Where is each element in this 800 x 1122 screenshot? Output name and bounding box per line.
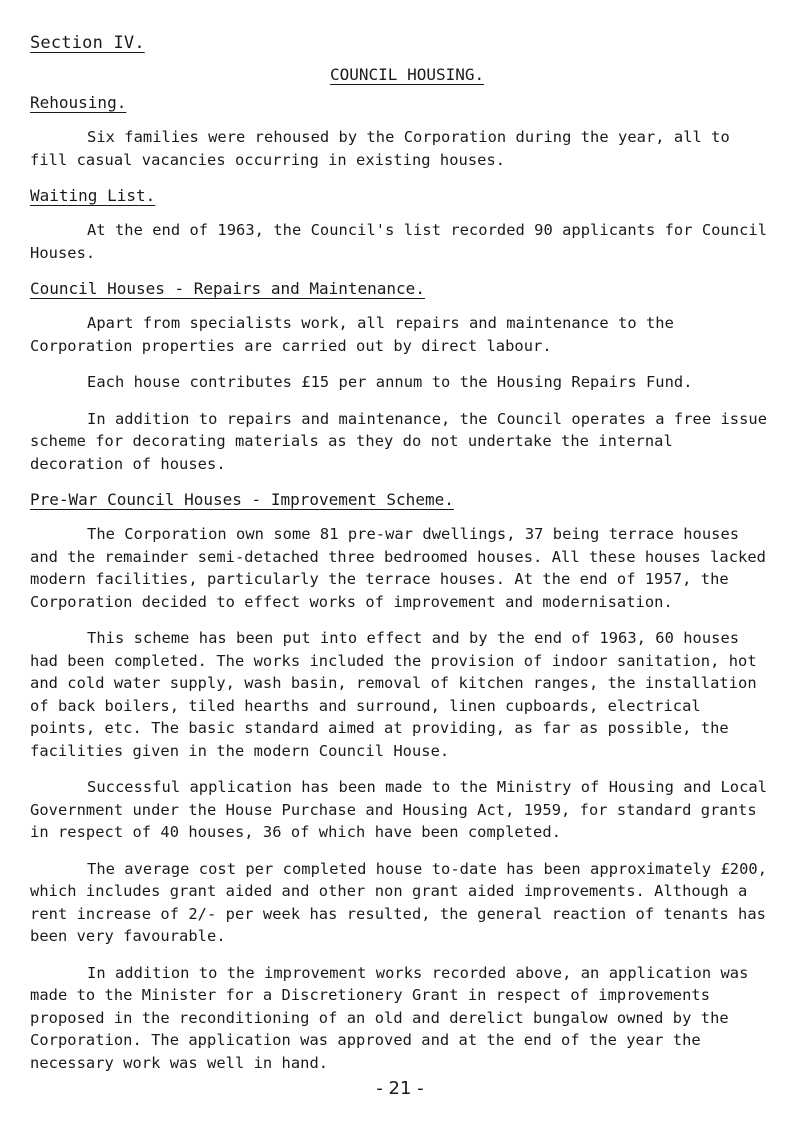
section-heading-improvement-scheme: Pre-War Council Houses - Improvement Scheme. (30, 490, 454, 509)
paragraph: The average cost per completed house to-date has been approximately £200, which includes grant aided and other non grant aided improvements. Although a rent increase of 2/- per week has resulted, the general reaction of tenants has been very favourable. (30, 859, 768, 945)
paragraph: In addition to repairs and maintenance, the Council operates a free issue scheme for decorating materials as they do not undertake the internal decoration of houses. (30, 409, 768, 473)
paragraph: Successful application has been made to the Ministry of Housing and Local Government under the House Purchase and Housing Act, 1959, for standard grants in respect of 40 houses, 36 of which have been completed. (30, 778, 768, 841)
section-heading-waiting-list: Waiting List. (30, 186, 156, 205)
section-heading-repairs-maintenance: Council Houses - Repairs and Maintenance. (30, 279, 425, 298)
page-number: - 21 - (376, 1078, 424, 1099)
paragraph: This scheme has been put into effect and by the end of 1963, 60 houses had been completed. The works included the provision of indoor sanitation, hot and cold water supply, wash basin, removal of kitchen ranges, the installation of back boilers, tiled hearths and surround, linen cupboards, electrical points, etc. The basic standard aimed at providing, as far as possible, the facilities given in the modern Council House. (30, 629, 757, 760)
paragraph: The Corporation own some 81 pre-war dwellings, 37 being terrace houses and the remainder semi-detached three bedroomed houses. All these houses lacked modern facilities, particularly the terrace houses. At the end of 1957, the Corporation decided to effect works of improvement and modernisation. (30, 525, 766, 611)
paragraph: Six families were rehoused by the Corporation during the year, all to fill casual vacancies occurring in existing houses. (30, 128, 730, 169)
page-title: COUNCIL HOUSING. (330, 65, 485, 84)
paragraph: In addition to the improvement works recorded above, an application was made to the Minister for a Discretionery Grant in respect of improvements proposed in the reconditioning of an old and derelict bungalow owned by the Corporation. The application was approved and at the end of the year the necessary work was well in hand. (30, 963, 749, 1072)
document-body (30, 92, 775, 1088)
paragraph: Each house contributes £15 per annum to the Housing Repairs Fund. (87, 373, 693, 391)
paragraph: At the end of 1963, the Council's list recorded 90 applicants for Council Houses. (30, 221, 768, 262)
section-label: Section IV. (30, 33, 145, 53)
paragraph: Apart from specialists work, all repairs and maintenance to the Corporation properties are carried out by direct labour. (30, 314, 674, 355)
section-heading-rehousing: Rehousing. (30, 93, 127, 112)
